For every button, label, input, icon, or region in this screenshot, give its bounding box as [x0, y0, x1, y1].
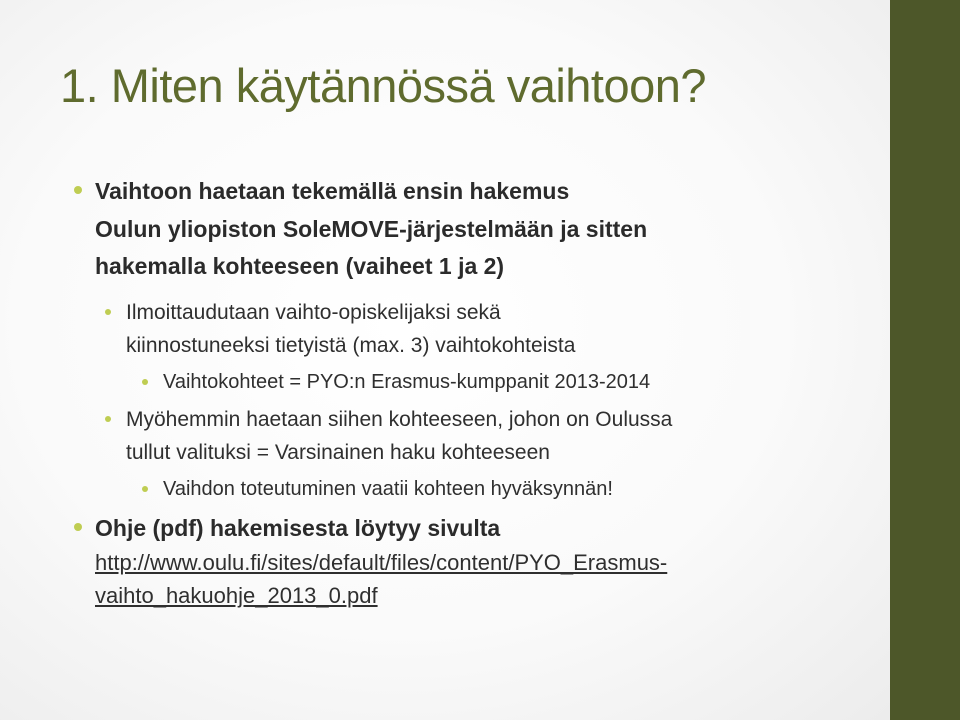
link-line[interactable]: http://www.oulu.fi/sites/default/files/content/PYO_Erasmus- [95, 550, 668, 575]
bullet-registration [126, 296, 575, 362]
bullet-line: Myöhemmin haetaan siihen kohteeseen, johon on Oulussa [126, 408, 673, 431]
bullet-partners [163, 367, 650, 397]
bullet-application-process [95, 173, 647, 286]
bullet-line: Vaihdon toteutuminen vaatii kohteen hyväksynnän! [163, 478, 613, 500]
bullet-dot [105, 309, 111, 315]
bullet-actual-application [126, 403, 672, 469]
bullet-dot [142, 486, 148, 492]
slide-title: 1. Miten käytännössä vaihtoon? [60, 59, 707, 112]
bullet-dot [74, 523, 82, 531]
instructions-link[interactable] [95, 546, 667, 612]
bullet-dot [142, 379, 148, 385]
bullet-line: Oulun yliopiston SoleMOVE-järjestelmään ja sitten [95, 215, 648, 242]
bullet-acceptance [163, 474, 613, 504]
bullet-instructions [95, 510, 500, 548]
bullet-dot [74, 186, 82, 194]
side-accent-bar [890, 0, 960, 720]
bullet-line: Vaihtokohteet = PYO:n Erasmus-kumppanit 2013-2014 [163, 371, 651, 393]
bullet-line: tullut valituksi = Varsinainen haku kohteeseen [126, 441, 550, 464]
bullet-dot [105, 416, 111, 422]
bullet-line: Ohje (pdf) hakemisesta löytyy sivulta [95, 515, 501, 541]
bullet-line: hakemalla kohteeseen (vaiheet 1 ja 2) [95, 253, 505, 279]
bullet-line: kiinnostuneeksi tietyistä (max. 3) vaihtokohteista [126, 334, 576, 357]
link-line[interactable]: vaihto_hakuohje_2013_0.pdf [95, 583, 378, 608]
bullet-line: Vaihtoon haetaan tekemällä ensin hakemus [95, 178, 570, 204]
bullet-line: Ilmoittaudutaan vaihto-opiskelijaksi sekä [126, 301, 501, 324]
